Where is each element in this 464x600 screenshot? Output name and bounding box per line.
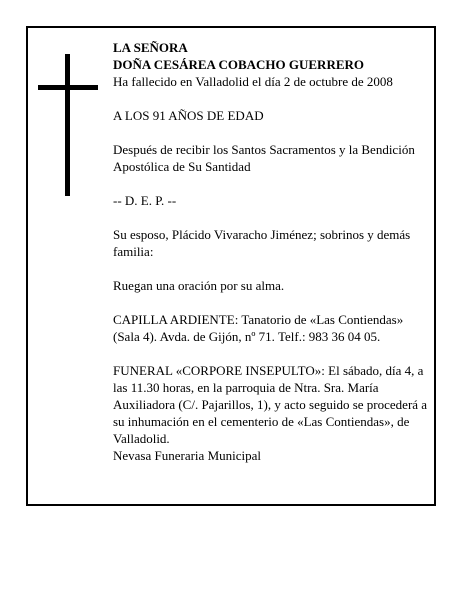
sacraments-text: Después de recibir los Santos Sacramentos y la Bendición Apostólica de Su Santidad (113, 142, 415, 174)
title-line: LA SEÑORA (113, 40, 188, 55)
deceased-name: DOÑA CESÁREA COBACHO GUERRERO (113, 57, 365, 72)
family-text: Su esposo, Plácido Vivaracho Jiménez; sobrinos y demás familia: (113, 227, 411, 259)
funeral-info: FUNERAL «CORPORE INSEPULTO»: El sábado, día 4, a las 11.30 horas, en la parroquia de Ntra. Sra. María Auxiliadora (C/. Pajarillos, 1), y acto seguido se procederá a su inhumación en el cementerio de «Las Contiendas», de Valladolid. (113, 363, 428, 446)
cross-horizontal-bar (38, 85, 98, 90)
age-line: A LOS 91 AÑOS DE EDAD (113, 108, 264, 123)
obituary-text (113, 39, 431, 464)
cross-vertical-bar (65, 54, 70, 196)
funeral-home: Nevasa Funeraria Municipal (113, 448, 262, 463)
cross-icon (38, 54, 102, 196)
prayer-request: Ruegan una oración por su alma. (113, 278, 285, 293)
death-announcement: Ha fallecido en Valladolid el día 2 de octubre de 2008 (113, 74, 393, 89)
rip-line: -- D. E. P. -- (113, 193, 177, 208)
chapel-info: CAPILLA ARDIENTE: Tanatorio de «Las Contiendas» (Sala 4). Avda. de Gijón, nº 71. Telf.: 983 36 04 05. (113, 312, 404, 344)
